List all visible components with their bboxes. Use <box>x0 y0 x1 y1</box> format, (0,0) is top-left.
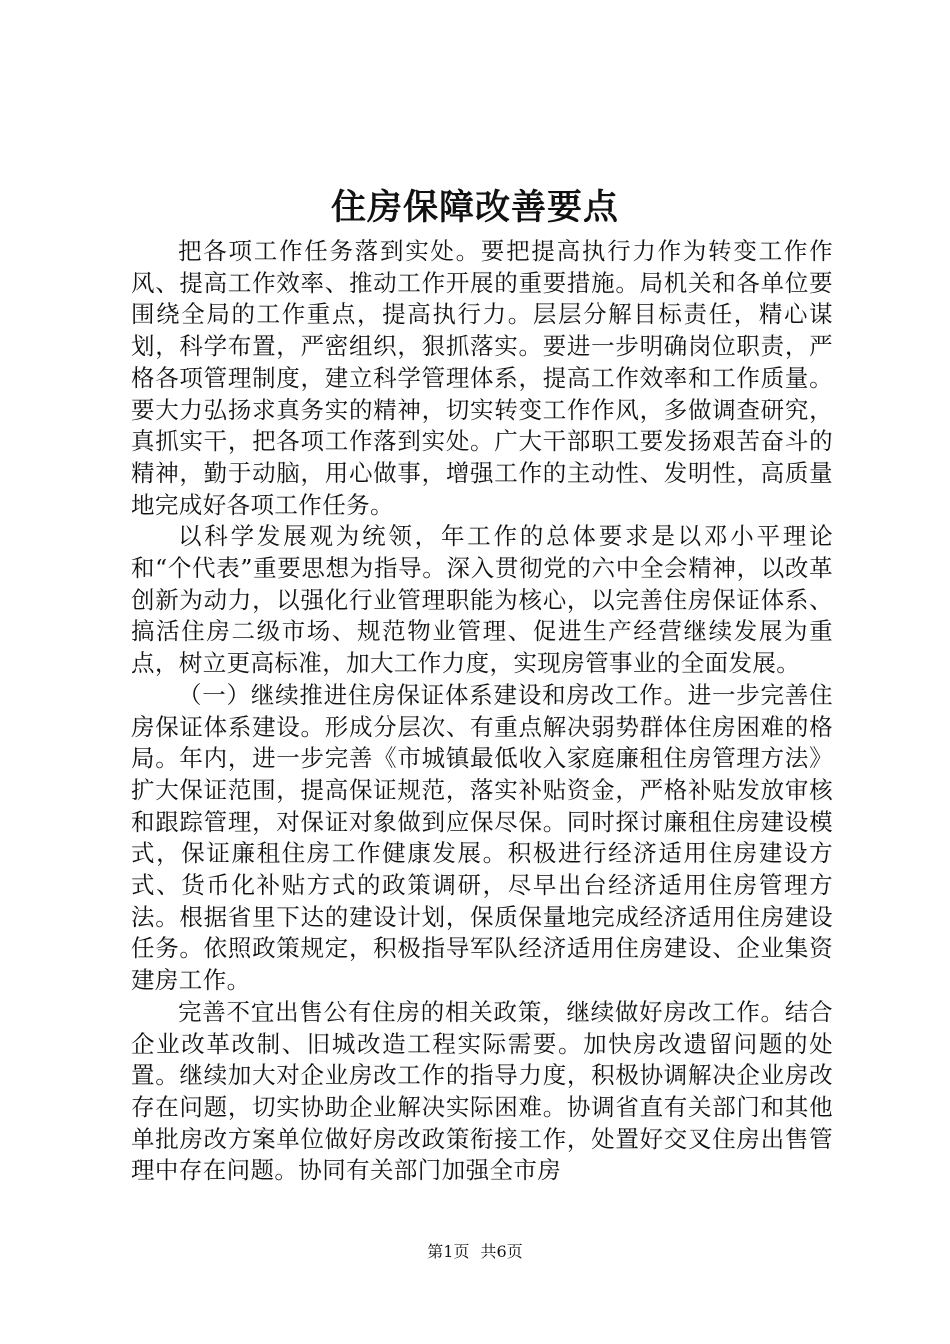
paragraph-2: 以科学发展观为统领，年工作的总体要求是以邓小平理论和“个代表”重要思想为指导。深入贯彻党的六中全会精神，以改革创新为动力，以强化行业管理职能为核心，以完善住房保证体系、搞活住房二级市场、规范物业管理、促进生产经营继续发展为重点，树立更高标准，加大工作力度，实现房管事业的全面发展。 <box>131 522 833 678</box>
page-number-current: 第1页 <box>427 1242 470 1261</box>
paragraph-1: 把各项工作任务落到实处。要把提高执行力作为转变工作作风、提高工作效率、推动工作开展的重要措施。局机关和各单位要围绕全局的工作重点，提高执行力。层层分解目标责任，精心谋划，科学布置，严密组织，狠抓落实。要进一步明确岗位职责，严格各项管理制度，建立科学管理体系，提高工作效率和工作质量。要大力弘扬求真务实的精神，切实转变工作作风，多做调查研究，真抓实干，把各项工作落到实处。广大干部职工要发扬艰苦奋斗的精神，勤于动脑，用心做事，增强工作的主动性、发明性，高质量地完成好各项工作任务。 <box>131 237 833 519</box>
page-footer <box>0 1240 950 1264</box>
page-number-total: 共6页 <box>480 1242 523 1261</box>
document-body <box>131 236 833 1187</box>
paragraph-3: （一）继续推进住房保证体系建设和房改工作。进一步完善住房保证体系建设。形成分层次、有重点解决弱势群体住房困难的格局。年内，进一步完善《市城镇最低收入家庭廉租住房管理方法》扩大保证范围，提高保证规范，落实补贴资金，严格补贴发放审核和跟踪管理，对保证对象做到应保尽保。同时探讨廉租住房建设模式，保证廉租住房工作健康发展。积极进行经济适用住房建设方式、货币化补贴方式的政策调研，尽早出台经济适用住房管理方法。根据省里下达的建设计划，保质保量地完成经济适用住房建设任务。依照政策规定，积极指导军队经济适用住房建设、企业集资建房工作。 <box>131 680 833 995</box>
paragraph-4: 完善不宜出售公有住房的相关政策，继续做好房改工作。结合企业改革改制、旧城改造工程实际需要。加快房改遗留问题的处置。继续加大对企业房改工作的指导力度，积极协调解决企业房改存在问题，切实协助企业解决实际困难。协调省直有关部门和其他单批房改方案单位做好房改政策衔接工作，处置好交叉住房出售管理中存在问题。协同有关部门加强全市房 <box>131 997 833 1185</box>
document-title: 住房保障改善要点 <box>330 187 619 228</box>
